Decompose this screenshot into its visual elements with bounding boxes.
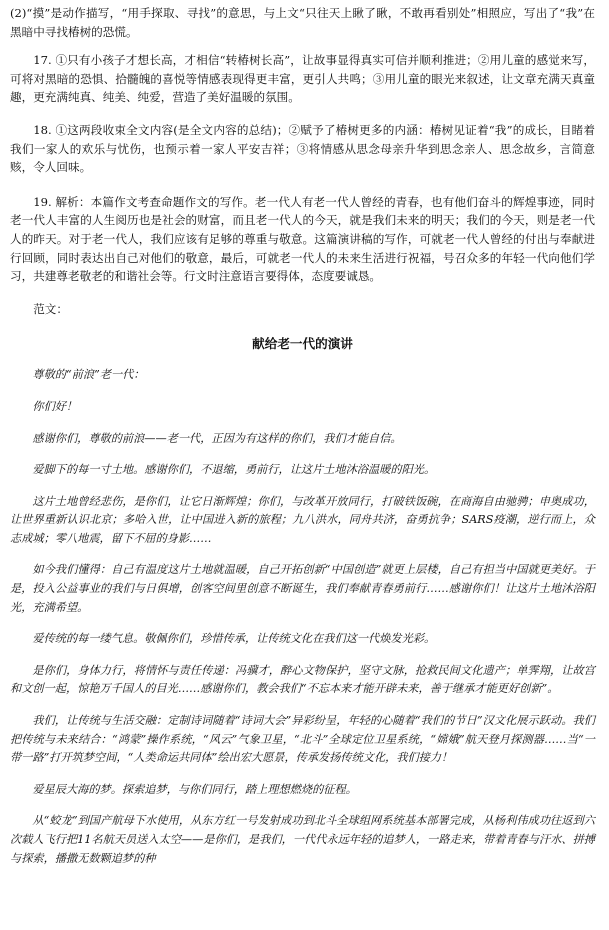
- essay-paragraph: 爱传统的每一缕气息。敬佩你们，珍惜传承，让传统文化在我们这一代焕发光彩。: [32, 632, 436, 646]
- essay-body: [10, 366, 595, 868]
- essay-paragraph: 感谢你们，尊敬的前浪——老一代，正因为有这样的你们，我们才能自信。: [32, 431, 402, 445]
- essay-salutation: 尊敬的“前浪”老一代：: [32, 368, 145, 382]
- essay-paragraph: 这片土地曾经悲伤，是你们，让它日渐辉煌；你们，与改革开放同行，打破铁饭碗，在商海自由驰骋；申奥成功，让世界重新认识北京；多哈入世，让中国进入新的旅程；九八洪水，同舟共济，奋勇抗争；SARS疫潮，逆行而上，众志成城；零八地震，留下不屈的身影……: [10, 494, 595, 545]
- answer-19: 19. 解析：本篇作文考查命题作文的写作。老一代人有老一代人曾经的青春，也有他们奋斗的辉煌事迹，同时老一代人丰富的人生阅历也是社会的财富，而且老一代人的今天，就是我们未来的明天；我们的今天，则是老一代人的昨天。对于老一代人，我们应该有足够的尊重与敬意。这篇演讲稿的写作，可就老一代人曾经的付出与奉献进行回顾，同时表达出自己对他们的敬意，最后，可就老一代人的未来生活进行祝福，号召众多的年轻一代向他们学习，共建尊老敬老的和谐社会等。行文时注意语言要得体，态度要诚恳。: [10, 194, 595, 284]
- essay-paragraph: 如今我们懂得：自己有温度这片土地就温暖，自己开拓创新“中国创造”就更上层楼，自己有担当中国就更美好。于是，投入公益事业的我们与日俱增，创客空间里创意不断诞生，我们奉献青春勇前行……感谢你们！让这片土地沐浴阳光，充满希望。: [10, 563, 595, 614]
- answer-16-2: (2)“摸”是动作描写，“用手探取、寻找”的意思，与上文“只往天上瞅了瞅，不敢再看别处”相照应，写出了“我”在黑暗中寻找椿树的恐慌。: [10, 6, 595, 39]
- essay-paragraph: 爱星辰大海的梦。探索追梦，与你们同行，踏上理想燃烧的征程。: [32, 782, 357, 796]
- answer-18: 18. ①这两段收束全文内容(是全文内容的总结)；②赋予了椿树更多的内涵：椿树见证着“我”的成长，目睹着我们一家人的欢乐与忧伤，也预示着一家人平安吉祥；③将情感从思念母亲升华到思念亲人、思念故乡，言简意赅，令人回味。: [10, 122, 595, 175]
- model-essay-label: 范文：: [33, 301, 68, 316]
- essay-greeting: 你们好！: [32, 399, 78, 413]
- essay-paragraph: 是你们，身体力行，将情怀与责任传递：冯骥才，醉心文物保护，坚守文脉，抢救民间文化遗产；单霁翔，让故宫和文创一起，惊艳万千国人的目光……感谢你们，教会我们“不忘本来才能开辟未来，善于继承才能更好创新”。: [10, 663, 595, 696]
- essay-title: 献给老一代的演讲: [252, 336, 353, 352]
- essay-paragraph: 我们，让传统与生活交融：定制诗词随着“诗词大会”异彩纷呈，年轻的心随着“我们的节日”汉文化展示跃动。我们把传统与未来结合：“鸿蒙”操作系统，“风云”气象卫星，“北斗”全球定位卫星系统，“嫦娥”航天登月探测器……当“一带一路”打开筑梦空间，“人类命运共同体”绘出宏大愿景，传承发扬传统文化，我们接力！: [10, 714, 595, 765]
- essay-paragraph: 爱脚下的每一寸土地。感谢你们，不退缩，勇前行，让这片土地沐浴温暖的阳光。: [32, 463, 436, 477]
- essay-paragraph: 从“蛟龙”到国产航母下水使用，从东方红一号发射成功到北斗全球组网系统基本部署完成，从杨利伟成功往返到六次载人飞行把11名航天员送入太空——是你们，是我们，一代代永远年轻的追梦人，一路走来，带着青春与汗水、拼搏与探索，播撒无数颗追梦的种: [10, 814, 595, 865]
- answer-17: 17. ①只有小孩子才想长高，才相信“转椿树长高”，让故事显得真实可信并顺利推进；②用儿童的感觉来写，可将对黑暗的恐惧、拾髓魄的喜悦等情感表现得更丰富，更引人共鸣；③用儿童的眼光来叙述，让文章充满天真童趣，更充满纯真、纯美、纯爱，营造了美好温暖的氛围。: [10, 53, 595, 105]
